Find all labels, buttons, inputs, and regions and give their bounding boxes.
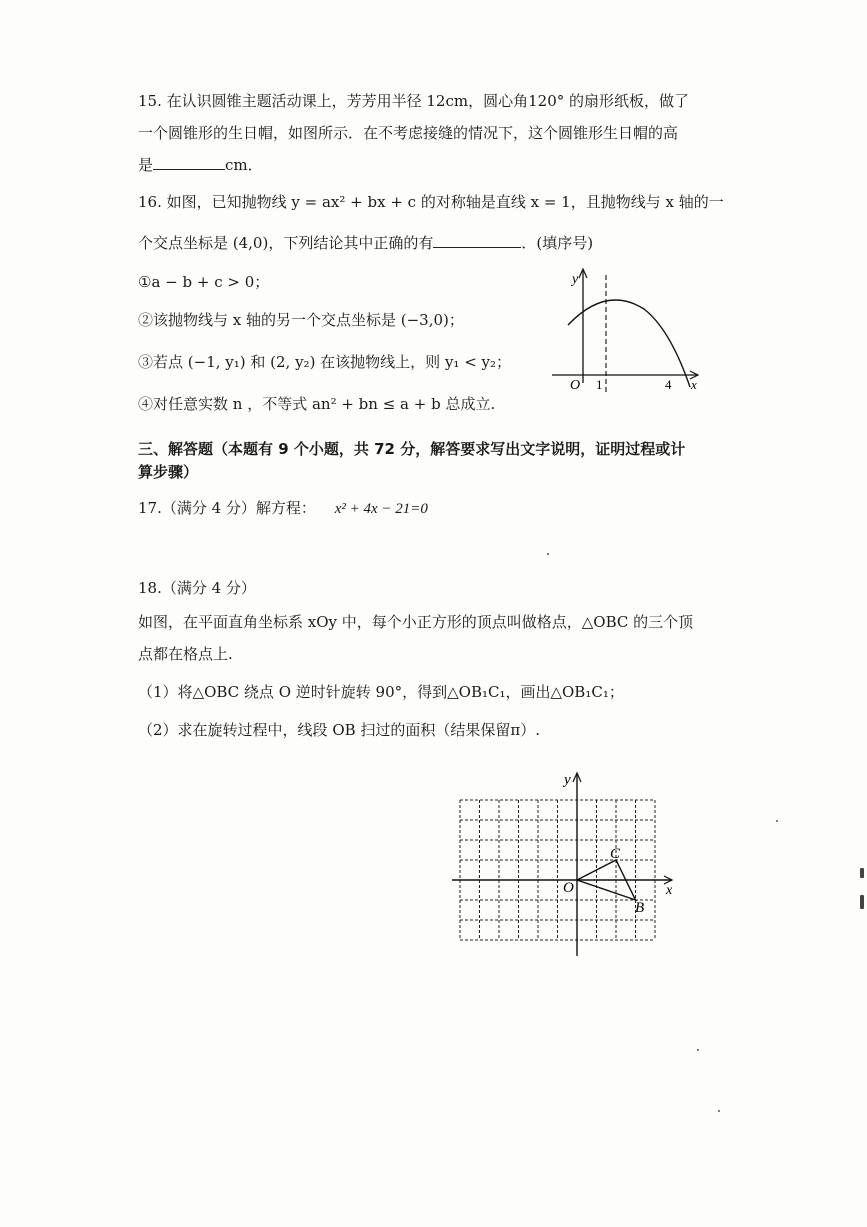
scan-edge-mark xyxy=(860,868,864,878)
q15-answer-blank[interactable] xyxy=(153,155,225,170)
q15-line1: 15. 在认识圆锥主题活动课上，芳芳用半径 12cm，圆心角120° 的扇形纸板，做了 xyxy=(138,92,690,110)
q16-graph-tick-4: 4 xyxy=(665,377,672,392)
q16-line2-post: ．(填序号) xyxy=(521,234,594,252)
section3-heading-line1: 三、解答题（本题有 9 个小题，共 72 分，解答要求写出文字说明，证明过程或计 xyxy=(138,440,686,458)
q16-answer-blank[interactable] xyxy=(433,233,521,248)
q18-point-b-label: B xyxy=(635,900,645,916)
q18-point-c-label: C xyxy=(610,846,621,862)
q18-grid-y-label: y xyxy=(564,772,571,788)
q16-option1: ①a − b + c > 0； xyxy=(138,273,270,291)
q16-option4: ④对任意实数 n ，不等式 an² + bn ≤ a + b 总成立. xyxy=(138,395,496,413)
q18-grid-lines xyxy=(460,800,655,940)
scan-speck xyxy=(697,1049,699,1051)
section3-heading-line2: 算步骤） xyxy=(138,463,199,481)
q18-grid-figure xyxy=(450,768,690,958)
q16-graph-tick-1: 1 xyxy=(596,377,603,392)
scan-edge-mark xyxy=(860,895,864,909)
q16-parabola-graph xyxy=(548,265,708,395)
q16-option3: ③若点 (−1, y₁) 和 (2, y₂) 在该抛物线上，则 y₁ < y₂； xyxy=(138,353,512,371)
q16-line2-pre: 个交点坐标是 (4,0)，下列结论其中正确的有 xyxy=(138,234,434,252)
q16-line2 xyxy=(138,233,593,253)
scan-speck xyxy=(547,553,549,555)
q18-line2: 点都在格点上. xyxy=(138,645,233,663)
q16-graph-y-label: y xyxy=(572,272,579,287)
q15-line2: 一个圆锥形的生日帽，如图所示．在不考虑接缝的情况下，这个圆锥形生日帽的高 xyxy=(138,124,679,142)
q18-part2: （2）求在旋转过程中，线段 OB 扫过的面积（结果保留π）. xyxy=(138,721,541,739)
q18-grid-x-label: x xyxy=(666,883,673,898)
q16-line1: 16. 如图，已知抛物线 y = ax² + bx + c 的对称轴是直线 x = 1，且抛物线与 x 轴的一 xyxy=(138,193,724,211)
q15-line3-post: cm． xyxy=(225,156,263,174)
q18-line1: 如图，在平面直角坐标系 xOy 中，每个小正方形的顶点叫做格点，△OBC 的三个顶 xyxy=(138,613,694,631)
q18-part1: （1）将△OBC 绕点 O 逆时针旋转 90°，得到△OB₁C₁，画出△OB₁C₁； xyxy=(138,683,624,701)
q17-text: 17.（满分 4 分）解方程： xyxy=(138,499,316,517)
q16-option2: ②该抛物线与 x 轴的另一个交点坐标是 (−3,0)； xyxy=(138,311,464,329)
q18-grid-origin: O xyxy=(563,880,574,896)
q16-graph-origin: O xyxy=(570,378,581,393)
q16-graph-x-label: x xyxy=(691,377,697,392)
q17-line xyxy=(138,498,428,519)
q15-line3-pre: 是 xyxy=(138,156,154,174)
q17-equation: x² + 4x − 21=0 xyxy=(334,501,428,517)
scan-speck xyxy=(776,820,778,822)
q18-header: 18.（满分 4 分） xyxy=(138,579,256,597)
scan-speck xyxy=(718,1110,720,1112)
q15-line3 xyxy=(138,155,263,175)
